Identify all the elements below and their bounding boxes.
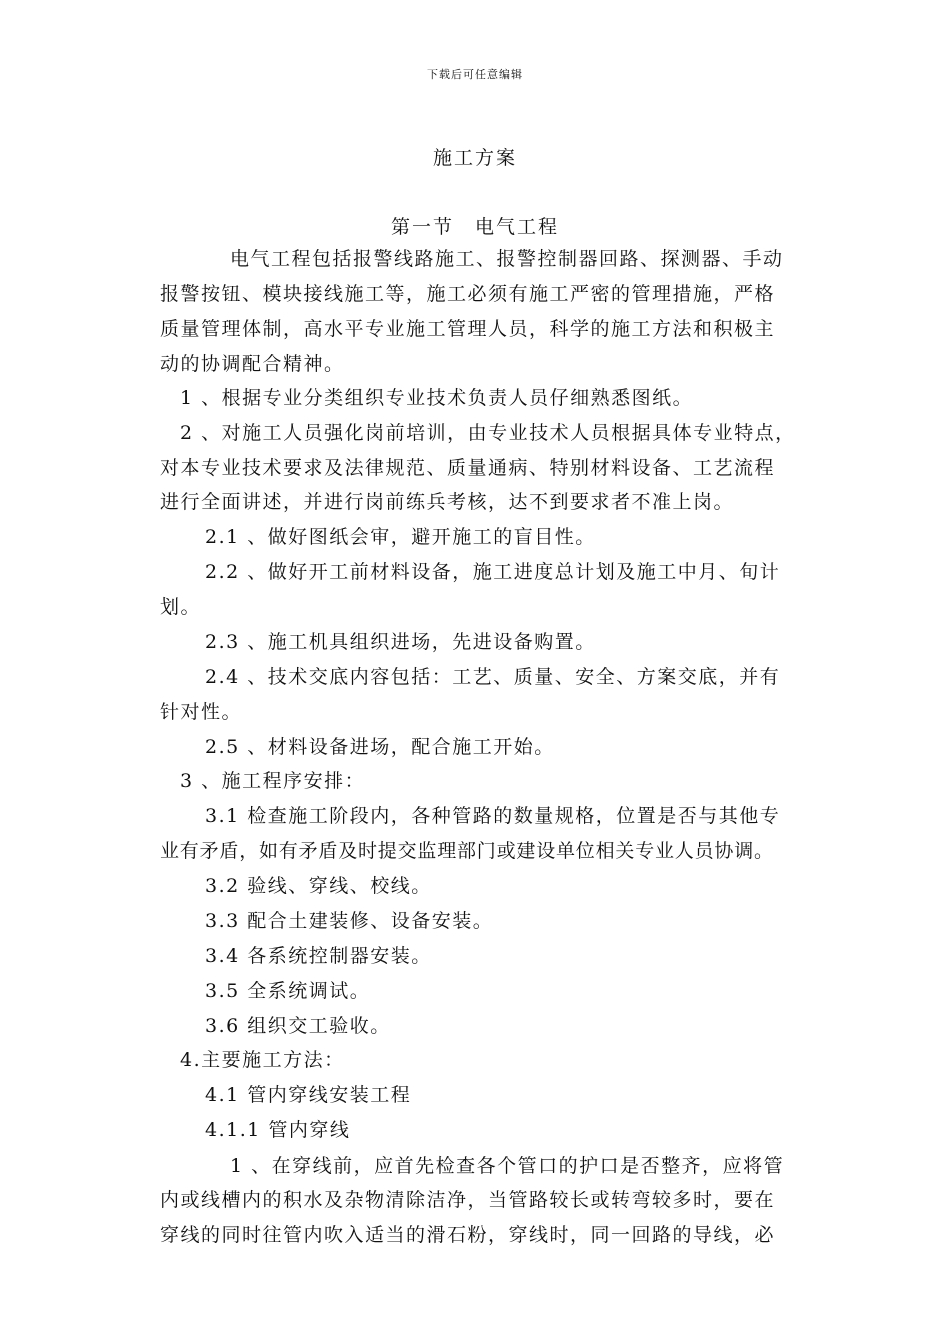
body-line: 3.3 配合土建装修、设备安装。 — [205, 910, 494, 932]
body-line: 3.5 全系统调试。 — [205, 980, 371, 1002]
body-line: 2.3 、施工机具组织进场，先进设备购置。 — [205, 631, 596, 653]
body-line: 业有矛盾，如有矛盾及时提交监理部门或建设单位相关专业人员协调。 — [160, 840, 774, 862]
body-line: 内或线槽内的积水及杂物清除洁净，当管路较长或转弯较多时，要在 — [160, 1189, 776, 1211]
document-title: 施工方案 — [432, 147, 517, 169]
body-line: 2.5 、材料设备进场，配合施工开始。 — [205, 736, 555, 758]
body-line: 3.6 组织交工验收。 — [205, 1015, 391, 1037]
body-line: 1 、在穿线前，应首先检查各个管口的护口是否整齐，应将管 — [230, 1155, 785, 1177]
body-line: 3.2 验线、穿线、校线。 — [205, 875, 432, 897]
body-line: 3.1 检查施工阶段内，各种管路的数量规格，位置是否与其他专 — [205, 805, 781, 827]
body-line: 3.4 各系统控制器安装。 — [205, 945, 432, 967]
body-line: 2.2 、做好开工前材料设备，施工进度总计划及施工中月、旬计 — [205, 561, 781, 583]
body-line: 2.1 、做好图纸会审，避开施工的盲目性。 — [205, 526, 596, 548]
body-line: 1 、根据专业分类组织专业技术负责人员仔细熟悉图纸。 — [180, 387, 694, 409]
body-line: 划。 — [160, 596, 202, 618]
body-line: 针对性。 — [160, 701, 243, 723]
body-line: 4.1 管内穿线安装工程 — [205, 1084, 412, 1106]
section-title: 第一节 电气工程 — [390, 216, 559, 238]
header-note: 下载后可任意编辑 — [427, 68, 523, 81]
body-line: 动的协调配合精神。 — [160, 353, 345, 375]
body-line: 3 、施工程序安排： — [180, 770, 366, 792]
body-line: 进行全面讲述，并进行岗前练兵考核，达不到要求者不准上岗。 — [160, 491, 735, 513]
body-line: 4.主要施工方法： — [180, 1049, 345, 1071]
body-line: 电气工程包括报警线路施工、报警控制器回路、探测器、手动 — [230, 248, 784, 270]
body-line: 穿线的同时往管内吹入适当的滑石粉，穿线时，同一回路的导线，必 — [160, 1224, 776, 1246]
body-line: 报警按钮、模块接线施工等，施工必须有施工严密的管理措施，严格 — [160, 283, 776, 305]
body-line: 对本专业技术要求及法律规范、质量通病、特别材料设备、工艺流程 — [160, 457, 776, 479]
body-line: 质量管理体制，高水平专业施工管理人员，科学的施工方法和积极主 — [160, 318, 776, 340]
body-line: 2 、对施工人员强化岗前培训，由专业技术人员根据具体专业特点， — [180, 422, 796, 444]
body-line: 4.1.1 管内穿线 — [205, 1119, 351, 1141]
body-line: 2.4 、技术交底内容包括：工艺、质量、安全、方案交底，并有 — [205, 666, 781, 688]
